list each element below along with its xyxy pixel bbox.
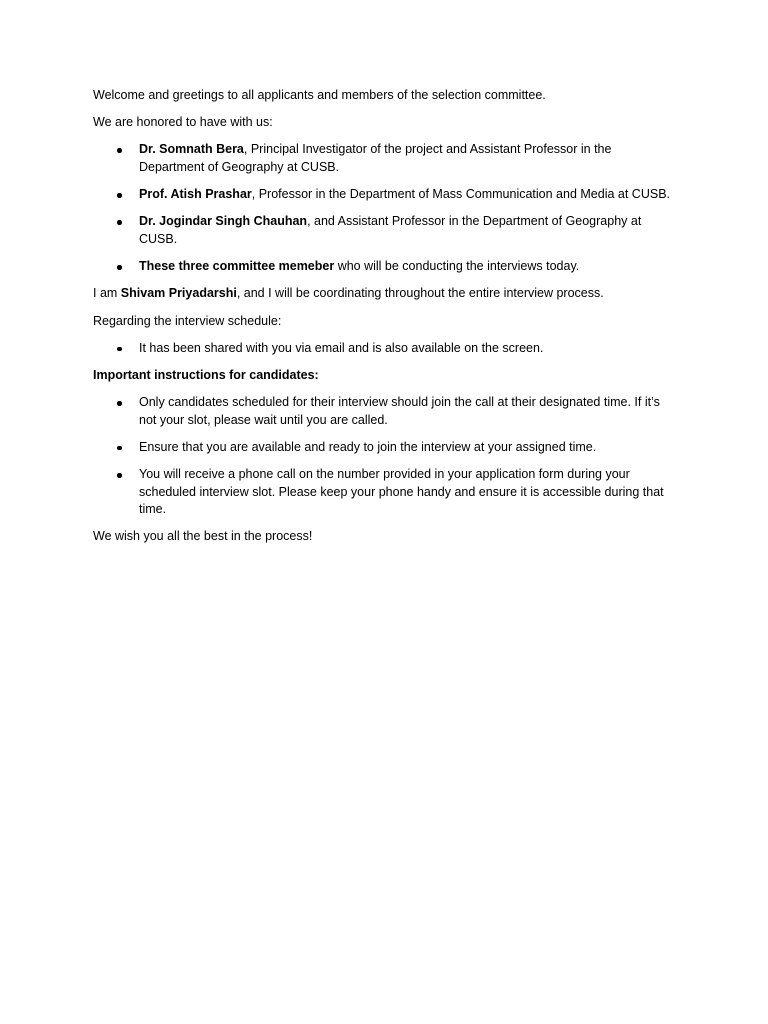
list-item — [139, 141, 672, 176]
list-item — [139, 439, 672, 457]
coordinator-prefix: I am — [93, 286, 121, 301]
honored-paragraph: We are honored to have with us: — [93, 115, 273, 130]
bullet-icon — [117, 265, 122, 270]
member-description: who will be conducting the interviews today. — [334, 259, 580, 274]
list-item — [139, 466, 672, 519]
schedule-list — [93, 340, 672, 358]
list-item — [139, 213, 672, 248]
committee-member-list — [93, 141, 672, 275]
bullet-icon — [117, 220, 122, 225]
coordinator-name: Shivam Priyadarshi — [120, 286, 237, 301]
bullet-icon — [117, 446, 122, 451]
member-name: These three committee memeber — [139, 259, 335, 274]
bullet-icon — [117, 347, 122, 352]
coordinator-suffix: , and I will be coordinating throughout the entire interview process. — [236, 286, 604, 301]
schedule-heading: Regarding the interview schedule: — [93, 313, 282, 328]
member-name: Dr. Jogindar Singh Chauhan — [139, 214, 308, 229]
bullet-icon — [117, 148, 122, 153]
list-item — [139, 340, 672, 358]
member-name: Prof. Atish Prashar — [139, 187, 252, 202]
instructions-heading — [93, 367, 672, 385]
list-item — [139, 394, 672, 429]
member-description: , Professor in the Department of Mass Communication and Media at CUSB. — [251, 187, 671, 202]
list-item — [139, 258, 672, 276]
coordinator-paragraph — [93, 285, 672, 303]
member-description: , Principal Investigator of the project and Assistant Professor in the Department of Geography at CUSB. — [139, 142, 612, 174]
bullet-icon — [117, 473, 122, 478]
instruction-text: Only candidates scheduled for their interview should join the call at their designated time. If it’s not your slot, please wait until you are called. — [139, 395, 660, 427]
welcome-paragraph: Welcome and greetings to all applicants and members of the selection committee. — [93, 88, 546, 102]
member-description: , and Assistant Professor in the Department of Geography at CUSB. — [139, 214, 642, 246]
bullet-icon — [117, 401, 122, 406]
list-item — [139, 186, 672, 204]
bullet-icon — [117, 193, 122, 198]
instructions-heading-text: Important instructions for candidates: — [93, 367, 319, 382]
instructions-list — [93, 394, 672, 519]
instruction-text: Ensure that you are available and ready to join the interview at your assigned time. — [139, 439, 597, 454]
schedule-item-text: It has been shared with you via email and is also available on the screen. — [139, 340, 544, 355]
instruction-text: You will receive a phone call on the number provided in your application form during your scheduled interview slot. Please keep your phone handy and ensure it is accessible during that time. — [139, 467, 664, 517]
closing-paragraph: We wish you all the best in the process! — [93, 529, 313, 544]
member-name: Dr. Somnath Bera — [139, 142, 244, 157]
